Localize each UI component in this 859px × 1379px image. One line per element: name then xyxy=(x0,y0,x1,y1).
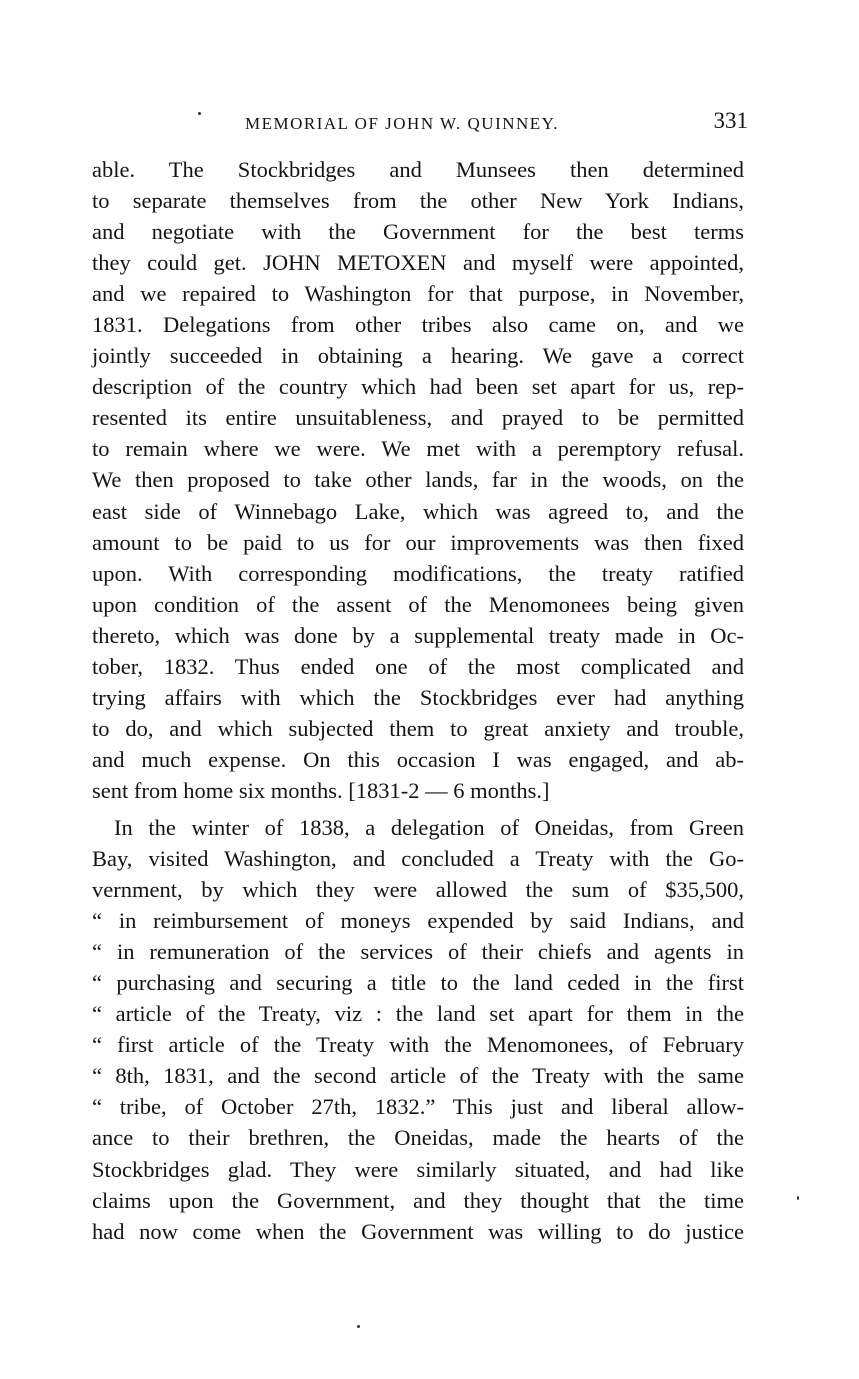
body-text xyxy=(92,154,744,1247)
text-line: upon condition of the assent of the Menomonees being given xyxy=(92,591,744,617)
print-speck xyxy=(198,112,201,115)
text-line: Bay, visited Washington, and concluded a Treaty with the Go- xyxy=(92,846,744,872)
text-line: claims upon the Government, and they thought that the time xyxy=(92,1187,744,1213)
text-line: and we repaired to Washington for that purpose, in November, xyxy=(92,281,744,307)
text-line: to remain where we were. We met with a peremptory refusal. xyxy=(92,436,744,462)
text-line: east side of Winnebago Lake, which was agreed to, and the xyxy=(92,498,744,524)
page-number: 331 xyxy=(713,108,748,133)
text-line: description of the country which had been set apart for us, rep- xyxy=(92,374,744,400)
text-line: In the winter of 1838, a delegation of Oneidas, from Green xyxy=(114,814,744,840)
running-head: MEMORIAL OF JOHN W. QUINNEY. xyxy=(245,114,560,133)
text-line: and much expense. On this occasion I was engaged, and ab- xyxy=(92,746,744,772)
text-line: thereto, which was done by a supplemental treaty made in Oc- xyxy=(92,622,744,648)
text-line: “ in reimbursement of moneys expended by said Indians, and xyxy=(92,908,744,934)
text-line: able. The Stockbridges and Munsees then determined xyxy=(92,157,744,182)
print-speck xyxy=(797,1196,799,1200)
text-line: ance to their brethren, the Oneidas, made the hearts of the xyxy=(92,1125,744,1151)
paragraph-2 xyxy=(92,812,744,1247)
text-line: “ purchasing and securing a title to the land ceded in the first xyxy=(92,970,744,996)
text-line: jointly succeeded in obtaining a hearing. We gave a correct xyxy=(92,343,744,369)
text-line: resented its entire unsuitableness, and prayed to be permitted xyxy=(92,405,744,431)
paragraph-1 xyxy=(92,154,744,806)
text-line: sent from home six months. [1831-2 — 6 months.] xyxy=(92,777,550,803)
text-line: and negotiate with the Government for the best terms xyxy=(92,219,744,245)
text-line: tober, 1832. Thus ended one of the most complicated and xyxy=(92,653,744,679)
text-line: to separate themselves from the other New York Indians, xyxy=(92,188,744,214)
text-line: Stockbridges glad. They were similarly situated, and had like xyxy=(92,1156,744,1182)
text-line: vernment, by which they were allowed the sum of $35,500, xyxy=(92,877,744,903)
text-line: they could get. JOHN METOXEN and myself were appointed, xyxy=(92,250,744,276)
text-line: trying affairs with which the Stockbridges ever had anything xyxy=(92,684,744,710)
text-line: had now come when the Government was willing to do justice xyxy=(92,1218,744,1244)
text-line: upon. With corresponding modifications, the treaty ratified xyxy=(92,560,744,586)
text-line: “ article of the Treaty, viz : the land set apart for them in the xyxy=(92,1001,744,1027)
text-line: “ tribe, of October 27th, 1832.” This just and liberal allow- xyxy=(92,1094,744,1120)
print-speck xyxy=(357,1325,360,1328)
text-line: 1831. Delegations from other tribes also came on, and we xyxy=(92,312,744,338)
text-line: to do, and which subjected them to great anxiety and trouble, xyxy=(92,715,744,741)
text-line: We then proposed to take other lands, far in the woods, on the xyxy=(92,467,744,493)
text-line: “ 8th, 1831, and the second article of the Treaty with the same xyxy=(92,1063,744,1089)
page-header xyxy=(90,108,750,142)
text-line: “ in remuneration of the services of their chiefs and agents in xyxy=(92,939,744,965)
text-line: “ first article of the Treaty with the Menomonees, of February xyxy=(92,1032,744,1058)
text-line: amount to be paid to us for our improvements was then fixed xyxy=(92,529,744,555)
